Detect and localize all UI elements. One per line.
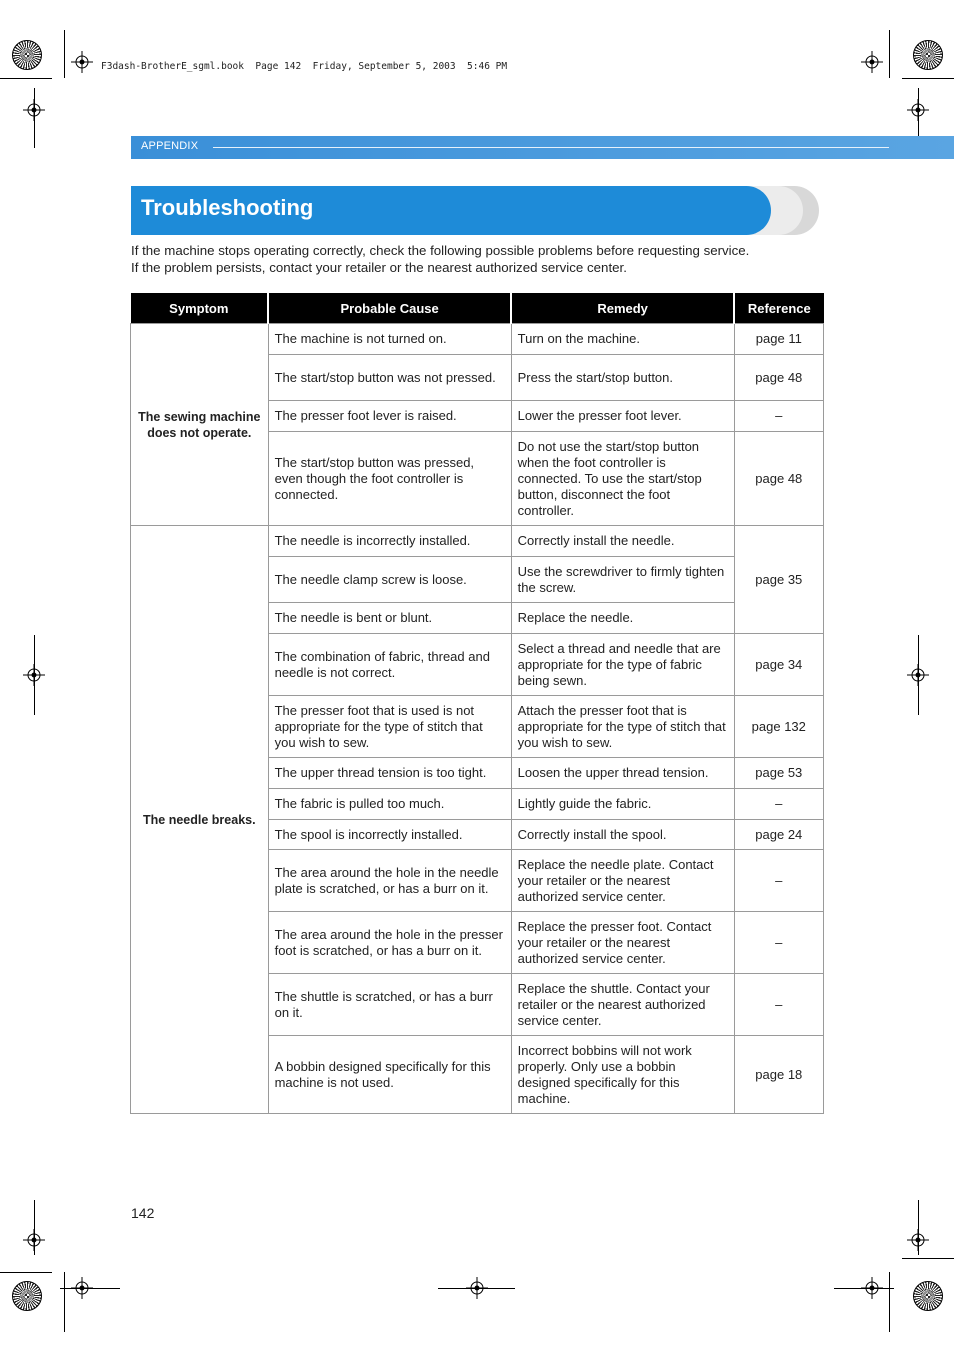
reference-cell: page 53: [734, 758, 823, 789]
registration-rosette-icon: [913, 1281, 943, 1311]
appendix-rule: [213, 147, 889, 148]
cause-cell: The presser foot lever is raised.: [268, 401, 511, 432]
cause-cell: The presser foot that is used is not appropriate for the type of stitch that you wish to sew.: [268, 696, 511, 758]
remedy-cell: Lower the presser foot lever.: [511, 401, 734, 432]
table-row: [131, 324, 824, 355]
cause-cell: The spool is incorrectly installed.: [268, 820, 511, 850]
cause-cell: The needle is incorrectly installed.: [268, 526, 511, 557]
registration-rosette-icon: [12, 40, 42, 70]
cause-cell: The combination of fabric, thread and needle is not correct.: [268, 634, 511, 696]
crosshair-target-icon: [71, 51, 93, 73]
title-bar: [131, 186, 771, 235]
reference-cell: –: [734, 912, 823, 974]
remedy-cell: Replace the presser foot. Contact your retailer or the nearest authorized service center.: [511, 912, 734, 974]
reference-cell: page 18: [734, 1036, 823, 1114]
page-title: Troubleshooting: [141, 195, 314, 220]
intro-line: If the problem persists, contact your retailer or the nearest authorized service center.: [131, 260, 627, 275]
appendix-bar: [131, 136, 954, 159]
section-label: APPENDIX: [141, 140, 199, 152]
cause-cell: The fabric is pulled too much.: [268, 789, 511, 820]
reference-cell: page 48: [734, 355, 823, 401]
cause-cell: The area around the hole in the presser foot is scratched, or has a burr on it.: [268, 912, 511, 974]
reference-cell: page 48: [734, 432, 823, 526]
reference-cell: –: [734, 850, 823, 912]
reference-cell: page 34: [734, 634, 823, 696]
cause-cell: The start/stop button was pressed, even though the foot controller is connected.: [268, 432, 511, 526]
troubleshooting-table: [130, 293, 824, 1114]
cause-cell: The start/stop button was not pressed.: [268, 355, 511, 401]
remedy-cell: Replace the needle.: [511, 603, 734, 634]
remedy-cell: Correctly install the needle.: [511, 526, 734, 557]
table-header-row: [131, 293, 824, 324]
cause-cell: The needle clamp screw is loose.: [268, 557, 511, 603]
remedy-cell: Attach the presser foot that is appropriate for the type of stitch that you wish to sew.: [511, 696, 734, 758]
file-header: F3dash-BrotherE_sgml.book Page 142 Friday, September 5, 2003 5:46 PM: [101, 61, 508, 72]
header-remedy: Remedy: [511, 293, 734, 324]
cause-cell: The area around the hole in the needle plate is scratched, or has a burr on it.: [268, 850, 511, 912]
cause-cell: The needle is bent or blunt.: [268, 603, 511, 634]
title-banner: [131, 186, 821, 235]
crosshair-target-icon: [861, 51, 883, 73]
header-cause: Probable Cause: [268, 293, 511, 324]
cause-cell: The upper thread tension is too tight.: [268, 758, 511, 789]
reference-cell: page 35: [734, 526, 823, 634]
reference-cell: page 24: [734, 820, 823, 850]
symptom-cell: The needle breaks.: [131, 526, 269, 1114]
page-number: 142: [131, 1205, 155, 1221]
reference-cell: page 11: [734, 324, 823, 355]
reference-cell: –: [734, 789, 823, 820]
symptom-cell: The sewing machine does not operate.: [131, 324, 269, 526]
intro-text: [131, 242, 831, 276]
remedy-cell: Replace the needle plate. Contact your retailer or the nearest authorized service center.: [511, 850, 734, 912]
reference-cell: –: [734, 974, 823, 1036]
cause-cell: The machine is not turned on.: [268, 324, 511, 355]
remedy-cell: Turn on the machine.: [511, 324, 734, 355]
reference-cell: –: [734, 401, 823, 432]
remedy-cell: Select a thread and needle that are appropriate for the type of fabric being sewn.: [511, 634, 734, 696]
remedy-cell: Do not use the start/stop button when the foot controller is connected. To use the start/stop button, disconnect the foot controller.: [511, 432, 734, 526]
cause-cell: The shuttle is scratched, or has a burr on it.: [268, 974, 511, 1036]
remedy-cell: Incorrect bobbins will not work properly. Only use a bobbin designed specifically for this machine.: [511, 1036, 734, 1114]
registration-rosette-icon: [913, 40, 943, 70]
reference-cell: page 132: [734, 696, 823, 758]
table-row: [131, 526, 824, 557]
header-reference: Reference: [734, 293, 823, 324]
remedy-cell: Replace the shuttle. Contact your retailer or the nearest authorized service center.: [511, 974, 734, 1036]
cause-cell: A bobbin designed specifically for this machine is not used.: [268, 1036, 511, 1114]
intro-line: If the machine stops operating correctly, check the following possible problems before requesting service.: [131, 243, 750, 258]
remedy-cell: Press the start/stop button.: [511, 355, 734, 401]
remedy-cell: Loosen the upper thread tension.: [511, 758, 734, 789]
header-symptom: Symptom: [131, 293, 269, 324]
remedy-cell: Correctly install the spool.: [511, 820, 734, 850]
registration-rosette-icon: [12, 1281, 42, 1311]
remedy-cell: Use the screwdriver to firmly tighten the screw.: [511, 557, 734, 603]
remedy-cell: Lightly guide the fabric.: [511, 789, 734, 820]
